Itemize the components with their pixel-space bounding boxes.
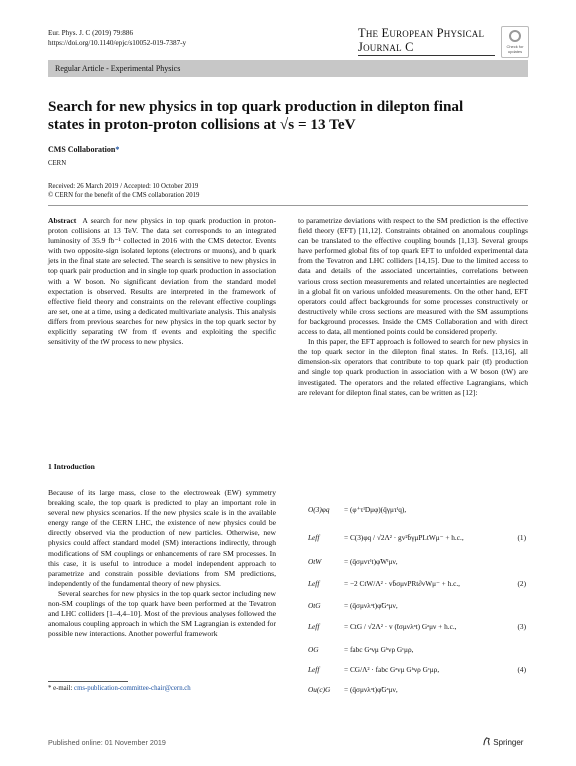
section-heading: 1 Introduction: [48, 462, 95, 471]
equation-lhs: Leff: [308, 665, 320, 674]
equation-rhs: = −2 CtW/Λ² · vb̄σμνPRt∂νWμ⁻ + h.c.,: [344, 579, 460, 588]
received-accepted: Received: 26 March 2019 / Accepted: 10 October 2019: [48, 183, 199, 190]
intro-paragraph-2: Several searches for new physics in the top quark sector including new non-SM couplings of the top quark have been performed at the Tevatron and LHC colliders [1–4,4–10]. Most of the previous analyses followed the anomalous coupling approach in which the SM Lagrangian is extended for possible new interactions. Another powerful framework: [48, 588, 276, 639]
article-type-bar: [48, 60, 528, 77]
footnote-rule: [48, 681, 128, 682]
footnote: [48, 685, 191, 692]
article-title: Search for new physics in top quark production in dilepton final states in proton-proton collisions at √s = 13 TeV: [48, 98, 464, 133]
check-updates-icon: [509, 30, 521, 42]
equation-number: (2): [517, 579, 526, 588]
author-line: [48, 145, 119, 154]
equation-line: [298, 579, 528, 593]
equation-line: [298, 533, 528, 547]
check-updates-badge[interactable]: [501, 26, 529, 58]
equation-line: [298, 685, 528, 699]
equation-number: (1): [517, 533, 526, 542]
journal-header: [48, 28, 186, 48]
springer-horse-icon: [482, 737, 491, 746]
equation-lhs: OtG: [308, 601, 321, 610]
equation-line: [298, 645, 528, 659]
equation-rhs: = (φ⁺τᴵDμφ)(q̄γμτᴵq),: [344, 505, 407, 514]
equation-line: [298, 557, 528, 571]
affiliation: CERN: [48, 160, 67, 167]
equation-number: (4): [517, 665, 526, 674]
journal-citation: Eur. Phys. J. C (2019) 79:886: [48, 29, 134, 37]
intro-paragraph-1: Because of its large mass, close to the electroweak (EW) symmetry breaking scale, the top quark is predicted to play an important role in several new physics scenarios. If the new physics scale is in the available energy range of the CERN LHC, the existence of new physics could be directly observed via the production of new particles. Otherwise, new physics could affect standard model (SM) interactions indirectly, through modifications of SM couplings or enhancements of rare SM processes. In this case, it is useful to introduce a model independent approach to parametrize and constrain possible deviations from SM predictions, independently of the fundamental theory of new physics.: [48, 488, 276, 588]
right-paragraph-2: In this paper, the EFT approach is followed to search for new physics in the top quark sector in the dilepton final states. In Refs. [13,16], all dimension-six operators that contribute to top quark pair (tt̄) production and single top quark production in association with a W boson (tW) are investigated. The operators and the related effective Lagrangians, which are relevant for dilepton final states, can be written as [12]:: [298, 337, 528, 397]
equation-rhs: = C(3)φq / √2Λ² · gv²b̄γμPLtWμ⁻ + h.c.,: [344, 533, 464, 542]
abstract-text: A search for new physics in top quark production in proton-proton collisions at 13 TeV. The data set corresponds to an integrated luminosity of 35.9 fb⁻¹ collected in 2016 with the CMS detector. Events with two opposite-sign isolated leptons (electrons or muons), and b quark jets in the final state are selected. The search is sensitive to new physics in top quark pair production and in single top quark production in association with a W boson. No significant deviation from the standard model expectation is observed. Results are interpreted in the framework of effective field theory and constraints on the relevant effective couplings are set, one at a time, using a dedicated multivariate analysis. This analysis differs from previous searches for new physics in the top quark sector by explicitly separating tW from tt̄ events and exploiting the specific sensitivity of the tW process to new physics.: [48, 216, 276, 347]
abstract-label: Abstract: [48, 216, 77, 225]
publisher-name: Springer: [493, 738, 524, 747]
equation-rhs: = CG/Λ² · fabc Gᵃνμ Gᵇνρ Gᶜμρ,: [344, 665, 440, 674]
article-dates: [48, 182, 199, 200]
email-link[interactable]: cms-publication-committee-chair@cern.ch: [74, 685, 191, 692]
equation-line: [298, 505, 528, 519]
equation-rhs: = CtG / √2Λ² · v (t̄σμνλᵃt) Gᵃμν + h.c.,: [344, 622, 457, 631]
check-updates-label: Check for updates: [506, 44, 524, 54]
abstract: [48, 216, 276, 347]
equation-rhs: = (q̄σμντᴵt)φ̃Wᴵμν,: [344, 557, 398, 566]
equation-lhs: Leff: [308, 622, 320, 631]
right-column: [298, 216, 528, 398]
authors: CMS Collaboration: [48, 145, 116, 154]
equation-line: [298, 601, 528, 615]
equation-lhs: Ou(c)G: [308, 685, 331, 694]
publisher-logo: [482, 737, 523, 747]
equation-lhs: Leff: [308, 533, 320, 542]
journal-rule: [358, 55, 495, 56]
doi-link[interactable]: https://doi.org/10.1140/epjc/s10052-019-7387-y: [48, 39, 187, 47]
equation-rhs: = (q̄σμνλᵃt)φ̃Gᵃμν,: [344, 685, 398, 694]
footnote-prefix: * e-mail:: [48, 685, 75, 692]
equation-rhs: = (q̄σμνλᵃt)φ̃Gᵃμν,: [344, 601, 398, 610]
equation-line: [298, 622, 528, 636]
equation-number: (3): [517, 622, 526, 631]
equation-line: [298, 665, 528, 679]
journal-name: The European Physical Journal C: [358, 26, 485, 54]
right-paragraph-1: to parametrize deviations with respect to the SM prediction is the effective field theory (EFT) [11,12]. Constraints obtained on anomalous couplings can be translated to the effective coupling bounds [1,13]. Several groups have performed global fits of top quark EFT to unfolded experimental data from the Tevatron and LHC colliders [14,15]. Due to the limited access to data and details of the associated uncertainties, correlations between various cross section measurements and related uncertainties are neglected in a global fit on various unfolded measurements. On the other hand, EFT operators could affect backgrounds for some processes constructively or destructively while cross sections are measured with the SM assumptions for background processes. Inside the CMS Collaboration and with direct access to data, all mentioned points could be considered properly.: [298, 216, 528, 337]
equation-lhs: OG: [308, 645, 319, 654]
copyright: © CERN for the benefit of the CMS collaboration 2019: [48, 192, 200, 199]
equation-lhs: O(3)φq: [308, 505, 330, 514]
equation-lhs: Leff: [308, 579, 320, 588]
equation-lhs: OtW: [308, 557, 322, 566]
header-divider: [48, 205, 528, 206]
article-type: Regular Article - Experimental Physics: [55, 64, 181, 73]
equation-rhs: = fabc Gᵃνμ Gᵇνρ Gᶜμρ,: [344, 645, 414, 654]
published-date: Published online: 01 November 2019: [48, 738, 166, 747]
introduction: [48, 488, 276, 639]
author-footnote-mark[interactable]: *: [115, 145, 120, 154]
